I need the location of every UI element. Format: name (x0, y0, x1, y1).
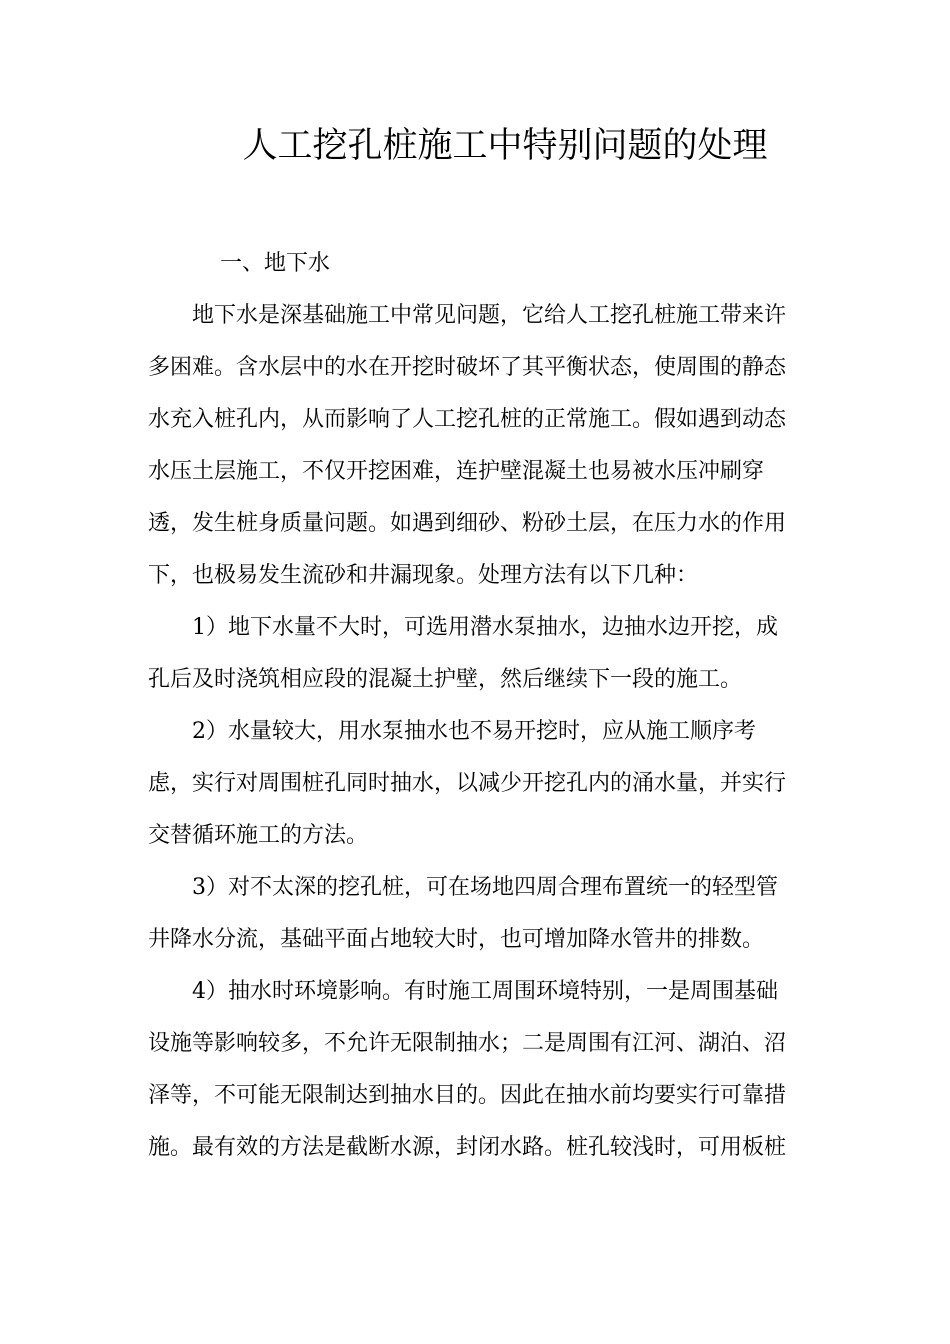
paragraph-1-line-6: 下，也极易发生流砂和井漏现象。处理方法有以下几种： (148, 563, 699, 588)
paragraph-3-line-1: 2）水量较大，用水泵抽水也不易开挖时，应从施工顺序考 (192, 719, 756, 744)
paragraph-1-line-2: 多困难。含水层中的水在开挖时破坏了其平衡状态，使周围的静态 (148, 355, 787, 380)
paragraph-1-line-1: 地下水是深基础施工中常见问题，它给人工挖孔桩施工带来许 (192, 303, 787, 328)
paragraph-5-line-1: 4）抽水时环境影响。有时施工周围环境特别，一是周围基础 (192, 979, 778, 1004)
paragraph-2-line-2: 孔后及时浇筑相应段的混凝土护壁，然后继续下一段的施工。 (148, 667, 743, 692)
paragraph-2-line-1: 1）地下水量不大时，可选用潜水泵抽水，边抽水边开挖，成 (192, 615, 778, 640)
paragraph-3-line-3: 交替循环施工的方法。 (148, 823, 369, 848)
section-heading: 一、地下水 (220, 251, 331, 276)
paragraph-1-line-4: 水压土层施工，不仅开挖困难，连护壁混凝土也易被水压冲刷穿 (148, 459, 765, 484)
body-text (148, 238, 798, 1174)
paragraph-3-line-2: 虑，实行对周围桩孔同时抽水，以减少开挖孔内的涌水量，并实行 (148, 771, 787, 796)
paragraph-5-line-3: 泽等，不可能无限制达到抽水目的。因此在抽水前均要实行可靠措 (148, 1083, 787, 1108)
paragraph-5-line-4: 施。最有效的方法是截断水源，封闭水路。桩孔较浅时，可用板桩 (148, 1135, 787, 1160)
paragraph-1-line-5: 透，发生桩身质量问题。如遇到细砂、粉砂土层，在压力水的作用 (148, 511, 787, 536)
paragraph-1-line-3: 水充入桩孔内，从而影响了人工挖孔桩的正常施工。假如遇到动态 (148, 407, 787, 432)
paragraph-4-line-2: 井降水分流，基础平面占地较大时，也可增加降水管井的排数。 (148, 927, 765, 952)
paragraph-4-line-1: 3）对不太深的挖孔桩，可在场地四周合理布置统一的轻型管 (192, 875, 778, 900)
paragraph-5-line-2: 设施等影响较多，不允许无限制抽水；二是周围有江河、湖泊、沼 (148, 1031, 787, 1056)
page-title: 人工挖孔桩施工中特别问题的处理 (242, 126, 768, 166)
